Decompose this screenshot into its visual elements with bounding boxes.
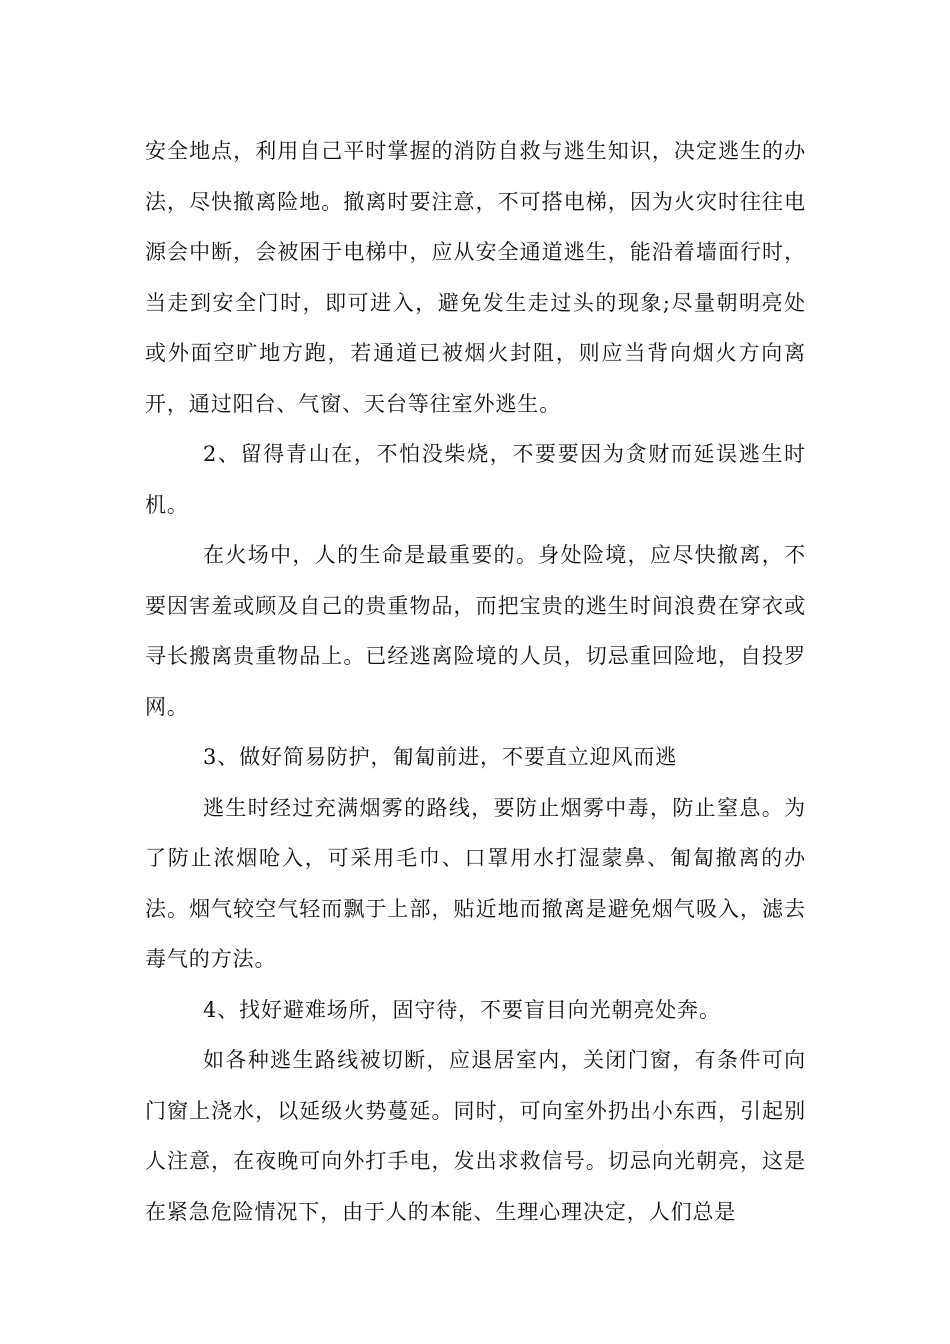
paragraph-1: 安全地点，利用自己平时掌握的消防自救与逃生知识，决定逃生的办法，尽快撤离险地。撤离时要注意，不可搭电梯，因为火灾时往往电源会中断，会被困于电梯中，应从安全通道逃生，能沿着墙面行时，当走到安全门时，即可进入，避免发生走过头的现象;尽量朝明亮处或外面空旷地方跑，若通道已被烟火封阻，则应当背向烟火方向离开，通过阳台、气窗、天台等往室外逃生。 [145,139,806,416]
paragraph-3: 在火场中，人的生命是最重要的。身处险境，应尽快撤离，不要因害羞或顾及自己的贵重物品，而把宝贵的逃生时间浪费在穿衣或寻长搬离贵重物品上。已经逃离险境的人员，切忌重回险地，自投罗网。 [145,543,806,719]
paragraph-6-heading: 4、找好避难场所，固守待，不要盲目向光朝亮处奔。 [203,997,721,1022]
paragraph-5: 逃生时经过充满烟雾的路线，要防止烟雾中毒，防止窒息。为了防止浓烟呛入，可采用毛巾、口罩用水打湿蒙鼻、匍匐撤离的办法。烟气较空气轻而飘于上部，贴近地而撤离是避免烟气吸入，滤去毒气的方法。 [145,795,806,971]
paragraph-4-heading: 3、做好简易防护，匍匐前进，不要直立迎风而逃 [203,745,678,769]
paragraph-7: 如各种逃生路线被切断，应退居室内，关闭门窗，有条件可向门窗上浇水，以延级火势蔓延。同时，可向室外扔出小东西，引起别人注意，在夜晚可向外打手电，发出求救信号。切忌向光朝亮，这是在紧急危险情况下，由于人的本能、生理心理决定，人们总是 [145,1048,806,1224]
document-page [145,126,806,1237]
paragraph-2-heading: 2、留得青山在，不怕没柴烧，不要要因为贪财而延误逃生时机。 [145,442,806,517]
